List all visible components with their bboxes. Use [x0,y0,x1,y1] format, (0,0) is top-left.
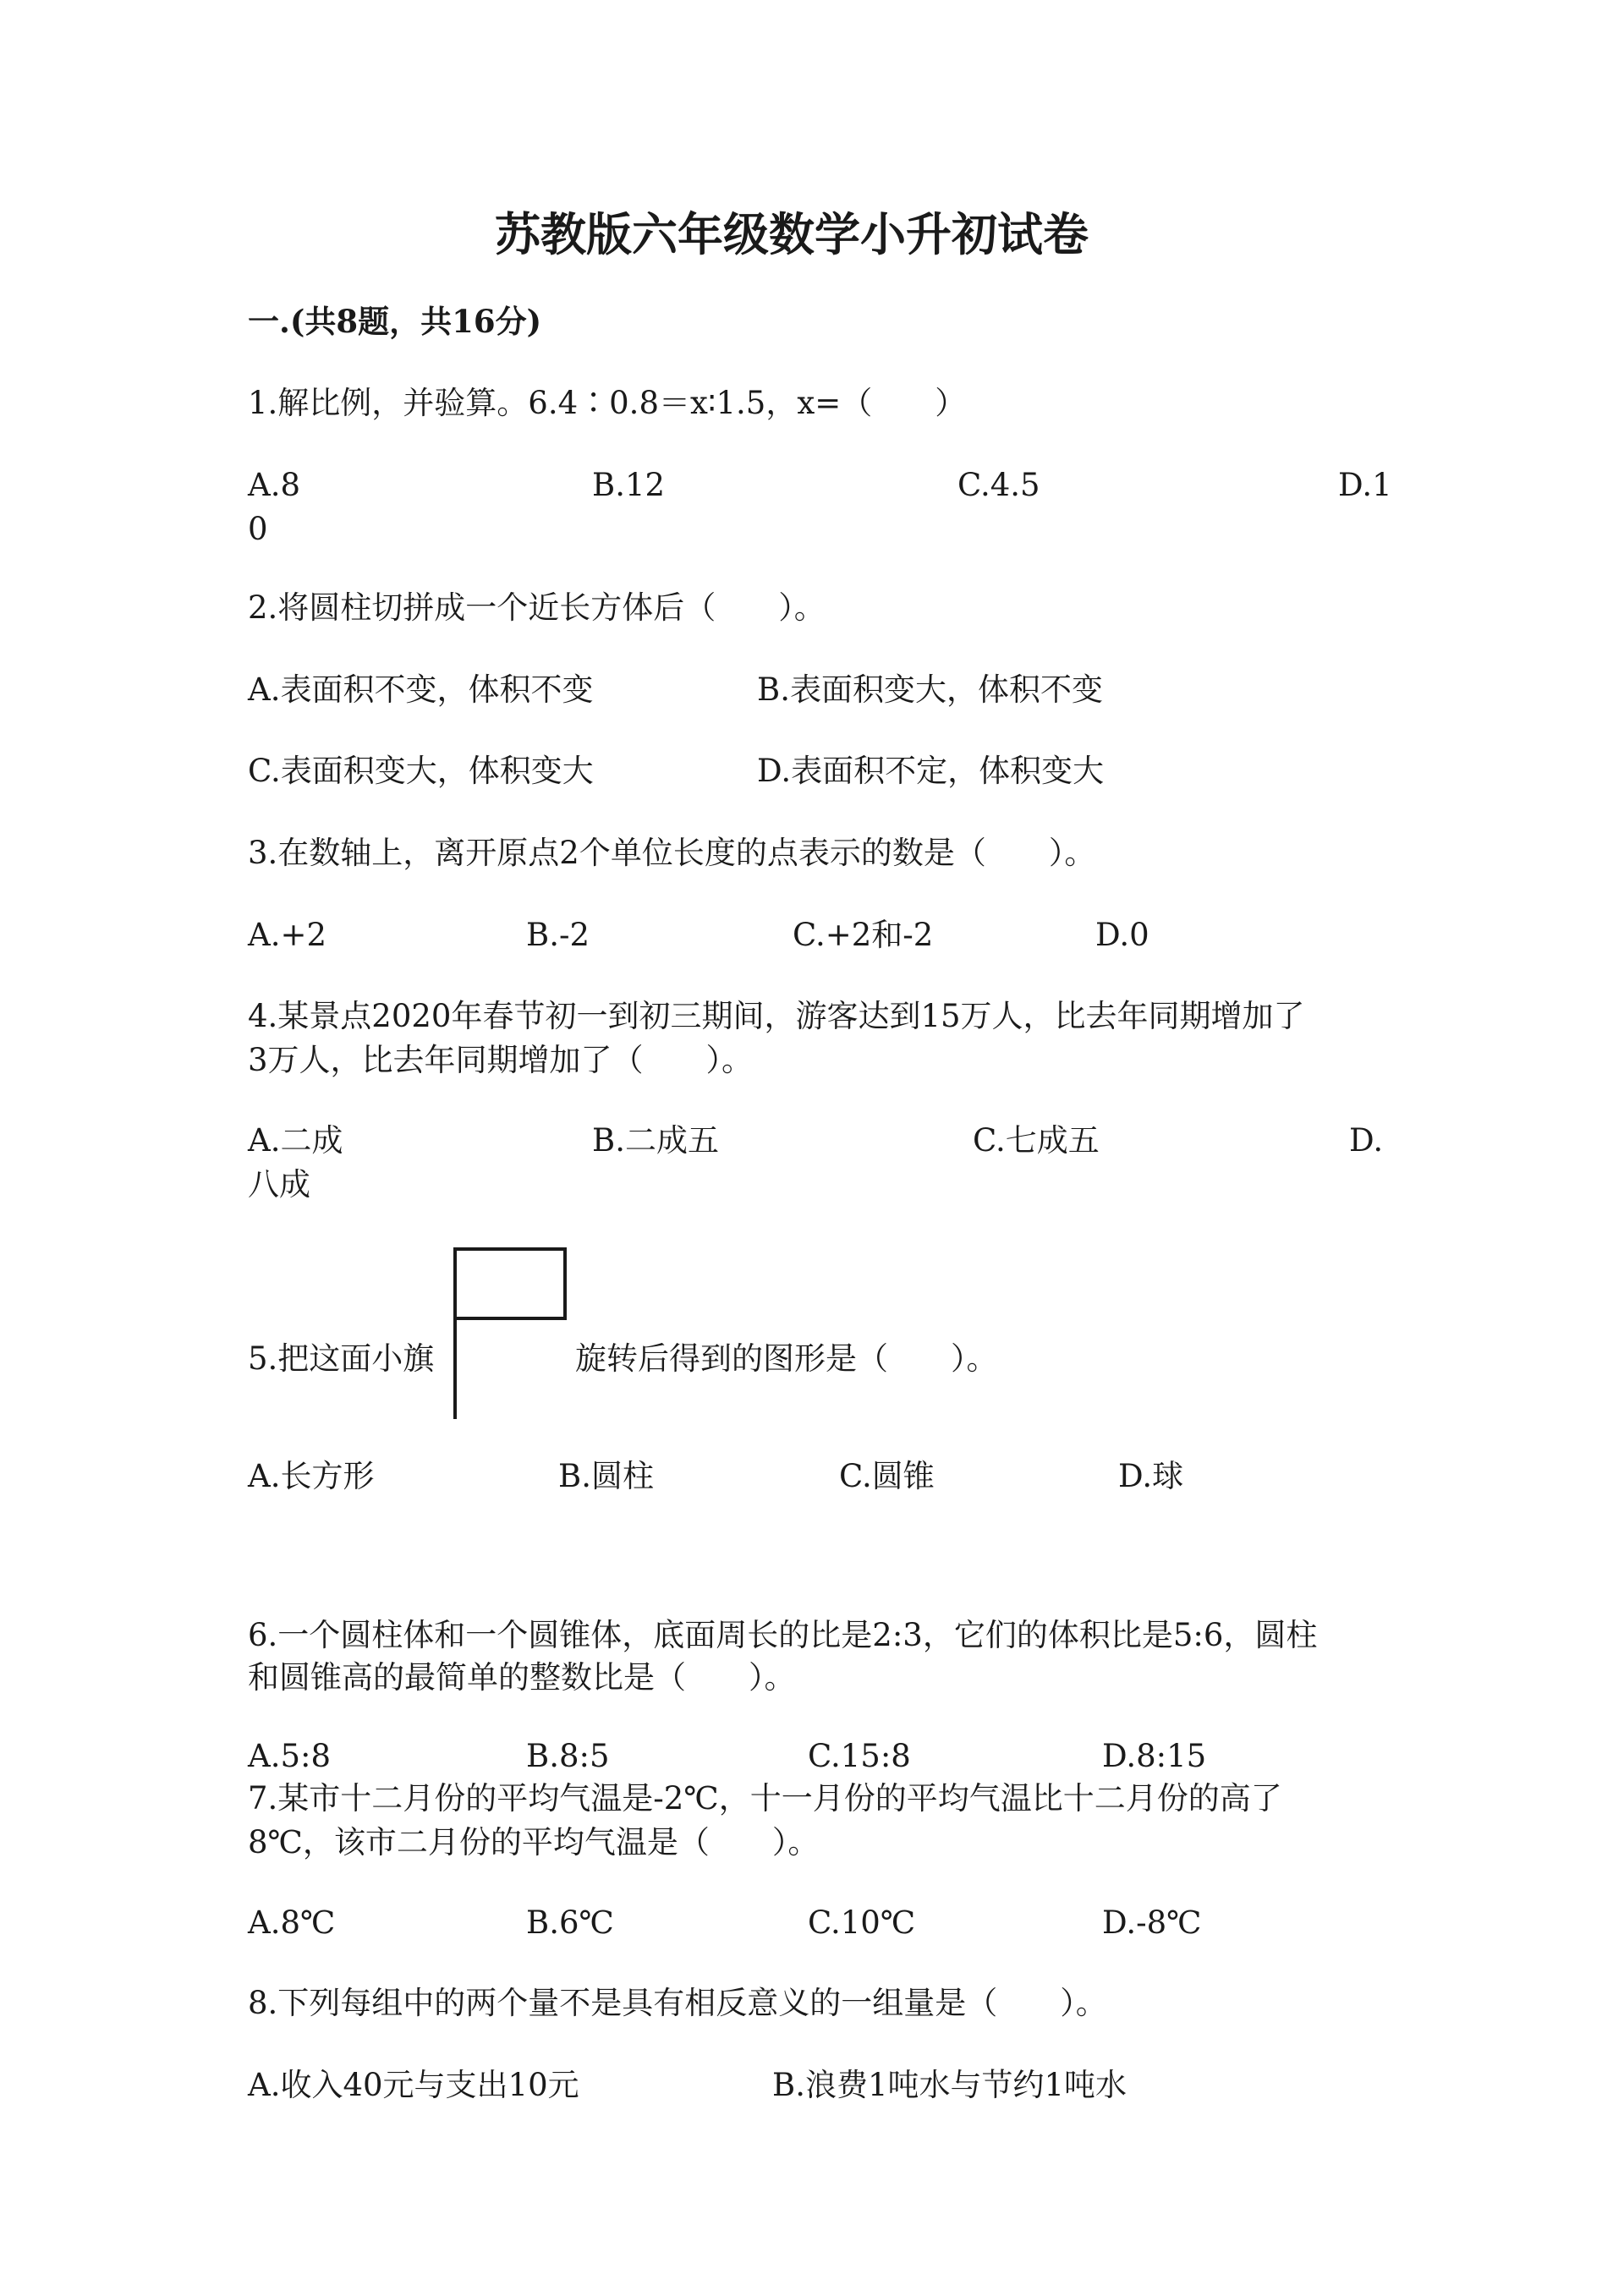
question-3-option-d: D.0 [1095,917,1149,953]
question-6-option-b: B.8:5 [526,1738,610,1774]
question-4-option-d-wrap: 八成 [248,1166,310,1203]
question-2-option-b: B.表面积变大，体积不变 [757,671,1103,708]
page-title: 苏教版六年级数学小升初试卷 [495,207,1089,261]
question-4-text-line2: 3万人，比去年同期增加了（ ）。 [248,1042,754,1078]
question-5-option-c: C.圆锥 [839,1458,935,1494]
question-1-option-c: C.4.5 [957,467,1040,503]
question-3-option-a: A.+2 [248,917,327,953]
question-4-option-d: D. [1349,1122,1384,1159]
question-8-option-a: A.收入40元与支出10元 [248,2067,579,2103]
question-5-option-d: D.球 [1118,1458,1184,1494]
question-5-option-a: A.长方形 [248,1458,375,1494]
question-1-option-b: B.12 [592,467,666,503]
question-6-option-c: C.15:8 [808,1738,911,1774]
question-2-option-c: C.表面积变大，体积变大 [248,753,594,789]
question-7-text-line2: 8℃，该市二月份的平均气温是（ ）。 [248,1824,820,1860]
question-8-text: 8.下列每组中的两个量不是具有相反意义的一组量是（ ）。 [248,1985,1107,2021]
question-4-option-c: C.七成五 [973,1122,1100,1159]
question-3-option-c: C.+2和-2 [793,917,934,953]
question-8-option-b: B.浪费1吨水与节约1吨水 [772,2067,1127,2103]
question-2-option-a: A.表面积不变，体积不变 [248,671,594,708]
question-7-option-b: B.6℃ [526,1904,614,1941]
question-4-text: 4.某景点2020年春节初一到初三期间，游客达到15万人，比去年同期增加了 [248,998,1305,1034]
question-6-text: 6.一个圆柱体和一个圆锥体，底面周长的比是2:3，它们的体积比是5:6，圆柱 [248,1617,1318,1653]
flag-figure [452,1247,570,1421]
question-1-option-d: D.1 [1338,467,1392,503]
question-2-option-d: D.表面积不定，体积变大 [757,753,1105,789]
question-7-option-c: C.10℃ [808,1904,916,1941]
question-7-text: 7.某市十二月份的平均气温是-2℃，十一月份的平均气温比十二月份的高了 [248,1780,1282,1817]
question-7-option-d: D.-8℃ [1102,1904,1202,1941]
question-5-text-cont: 旋转后得到的图形是（ ）。 [575,1340,998,1377]
question-6-option-a: A.5:8 [248,1738,332,1774]
question-3-text: 3.在数轴上，离开原点2个单位长度的点表示的数是（ ）。 [248,835,1096,871]
section-heading: 一.(共8题，共16分) [248,303,542,340]
question-4-option-b: B.二成五 [592,1122,719,1159]
question-6-option-d: D.8:15 [1102,1738,1207,1774]
question-1-option-a: A.8 [248,467,301,503]
question-7-option-a: A.8℃ [248,1904,336,1941]
question-2-text: 2.将圆柱切拼成一个近长方体后（ ）。 [248,589,826,626]
question-1-option-d-wrap: 0 [248,511,268,547]
question-4-option-a: A.二成 [248,1122,343,1159]
question-5-option-b: B.圆柱 [558,1458,654,1494]
question-5-text: 5.把这面小旗 [248,1340,435,1377]
question-3-option-b: B.-2 [526,917,590,953]
question-1-text: 1.解比例，并验算。6.4∶0.8＝x∶1.5，x=（ ） [248,385,967,421]
question-6-text-line2: 和圆锥高的最简单的整数比是（ ）。 [248,1659,796,1696]
